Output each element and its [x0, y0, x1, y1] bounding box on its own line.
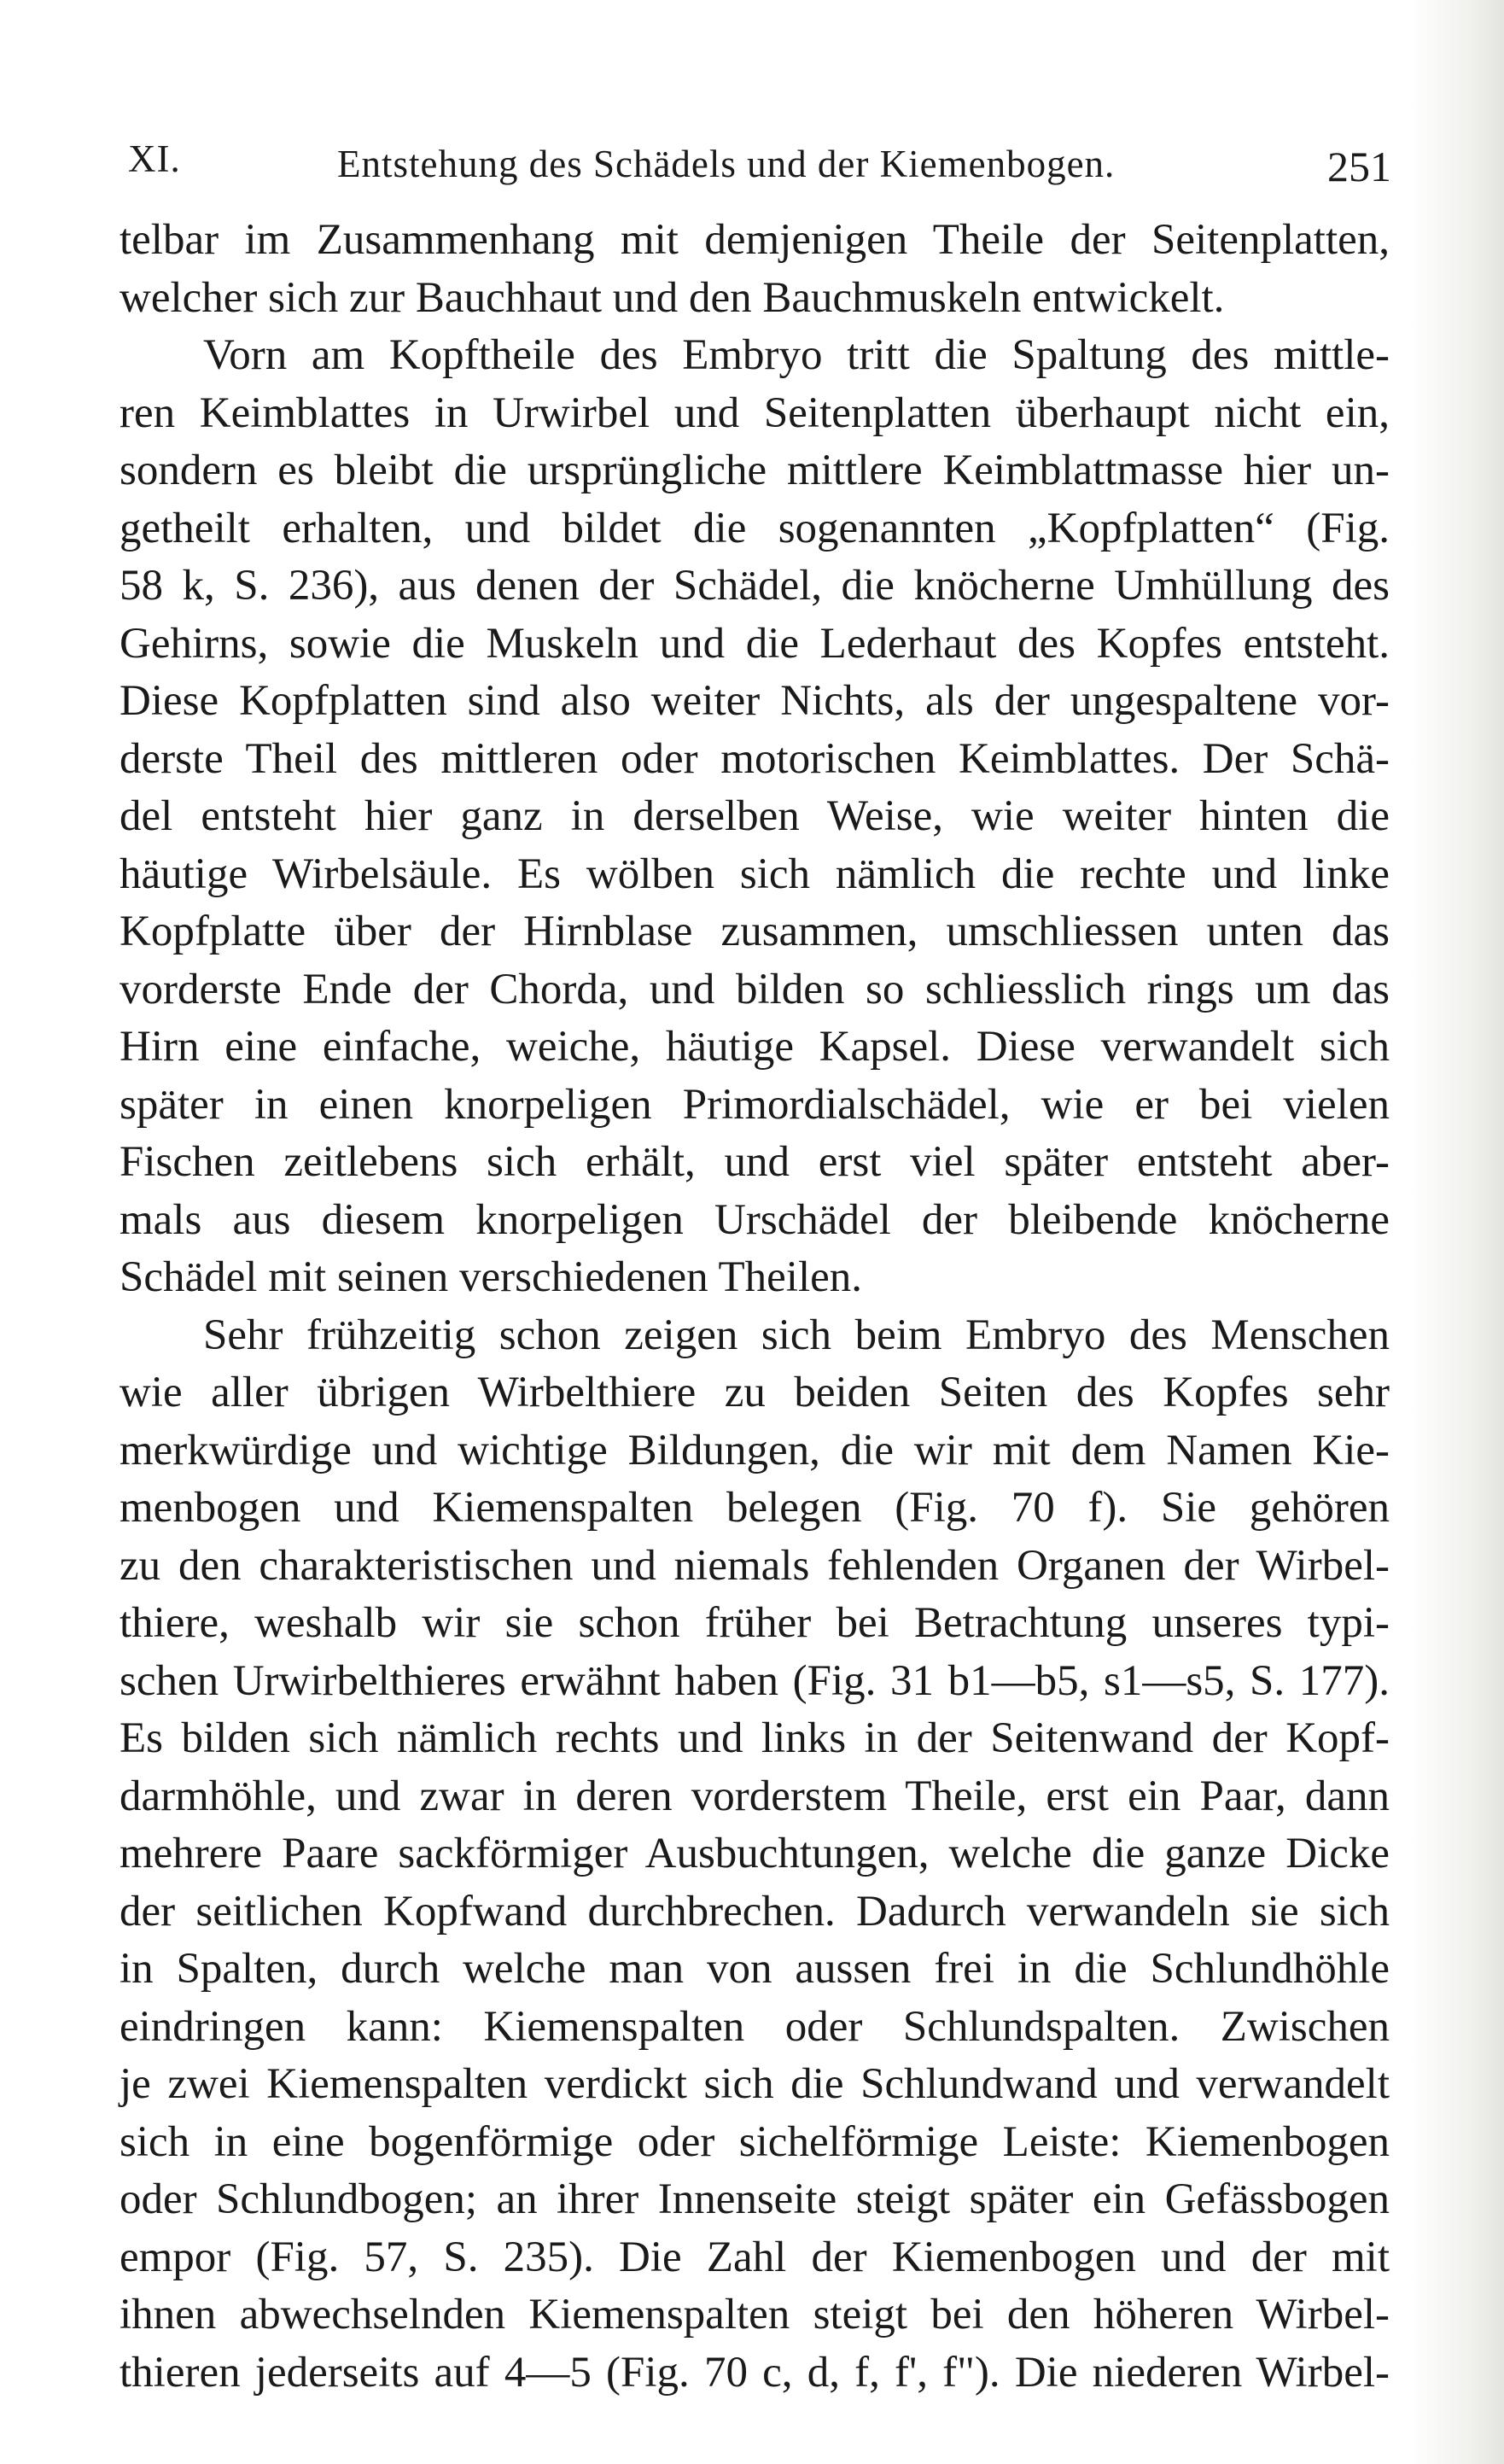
text-line: empor (Fig. 57, S. 235). Die Zahl der Kiemenbogen und der mit: [120, 2233, 1390, 2281]
text-line: vorderste Ende der Chorda, und bilden so schliesslich rings um das: [120, 965, 1390, 1013]
text-line: Kopfplatte über der Hirnblase zusammen, umschliessen unten das: [120, 908, 1390, 955]
text-line: thiere, weshalb wir sie schon früher bei Betrachtung unseres typi-: [120, 1599, 1390, 1647]
text-line: ihnen abwechselnden Kiemenspalten steigt bei den höheren Wirbel-: [120, 2291, 1390, 2338]
text-line: Diese Kopfplatten sind also weiter Nichts, als der ungespaltene vor-: [120, 677, 1390, 725]
text-line: je zwei Kiemenspalten verdickt sich die Schlundwand und verwandelt: [120, 2060, 1390, 2108]
text-line: telbar im Zusammenhang mit demjenigen Theile der Seitenplatten,: [120, 216, 1390, 264]
text-line: Sehr frühzeitig schon zeigen sich beim Embryo des Menschen: [203, 1311, 1390, 1359]
text-line: Gehirns, sowie die Muskeln und die Lederhaut des Kopfes entsteht.: [120, 619, 1390, 668]
text-line: Es bilden sich nämlich rechts und links in der Seitenwand der Kopf-: [120, 1714, 1390, 1762]
body-text: [120, 212, 1390, 2402]
text-line: Fischen zeitlebens sich erhält, und erst viel später entsteht aber-: [120, 1138, 1390, 1186]
text-line: 58 k, S. 236), aus denen der Schädel, die knöcherne Umhüllung des: [120, 562, 1390, 610]
text-line: häutige Wirbelsäule. Es wölben sich nämlich die rechte und linke: [120, 850, 1390, 898]
text-line: eindringen kann: Kiemenspalten oder Schlundspalten. Zwischen: [120, 2002, 1390, 2051]
chapter-number: XI.: [128, 137, 181, 180]
text-line: darmhöhle, und zwar in deren vorderstem Theile, erst ein Paar, dann: [120, 1772, 1390, 1820]
text-line: mals aus diesem knorpeligen Urschädel der bleibende knöcherne: [120, 1195, 1390, 1244]
page-edge-shadow: [1410, 0, 1504, 2464]
text-line: merkwürdige und wichtige Bildungen, die wir mit dem Namen Kie-: [120, 1426, 1390, 1474]
text-line: ren Keimblattes in Urwirbel und Seitenplatten überhaupt nicht ein,: [120, 388, 1390, 437]
text-line: sondern es bleibt die ursprüngliche mittlere Keimblattmasse hier un-: [120, 447, 1390, 494]
text-line: thieren jederseits auf 4—5 (Fig. 70 c, d, f, f', f"). Die niederen Wirbel-: [120, 2348, 1390, 2397]
text-line: sich in eine bogenförmige oder sichelförmige Leiste: Kiemenbogen: [120, 2117, 1390, 2166]
text-line: der seitlichen Kopfwand durchbrechen. Dadurch verwandeln sie sich: [120, 1887, 1390, 1936]
text-line: später in einen knorpeligen Primordialschädel, wie er bei vielen: [120, 1080, 1390, 1129]
text-line: menbogen und Kiemenspalten belegen (Fig. 70 f). Sie gehören: [120, 1484, 1390, 1532]
text-line: schen Urwirbelthieres erwähnt haben (Fig. 31 b1—b5, s1—s5, S. 177).: [120, 1656, 1390, 1705]
running-title: Entstehung des Schädels und der Kiemenbogen.: [337, 143, 1116, 185]
text-line: wie aller übrigen Wirbelthiere zu beiden Seiten des Kopfes sehr: [120, 1369, 1390, 1416]
text-line: zu den charakteristischen und niemals fehlenden Organen der Wirbel-: [120, 1541, 1390, 1590]
page-number: 251: [1327, 143, 1391, 190]
text-line: welcher sich zur Bauchhaut und den Bauchmuskeln entwickelt.: [120, 273, 1225, 322]
text-line: getheilt erhalten, und bildet die sogenannten „Kopfplatten“ (Fig.: [120, 504, 1390, 552]
running-header: [128, 137, 1391, 196]
text-line: Schädel mit seinen verschiedenen Theilen.: [120, 1253, 863, 1301]
text-line: Hirn eine einfache, weiche, häutige Kapsel. Diese verwandelt sich: [120, 1023, 1390, 1071]
text-line: mehrere Paare sackförmiger Ausbuchtungen, welche die ganze Dicke: [120, 1830, 1390, 1877]
text-line: del entsteht hier ganz in derselben Weise, wie weiter hinten die: [120, 792, 1390, 840]
text-line: in Spalten, durch welche man von aussen frei in die Schlundhöhle: [120, 1945, 1390, 1993]
text-line: Vorn am Kopftheile des Embryo tritt die Spaltung des mittle-: [203, 331, 1390, 379]
text-line: derste Theil des mittleren oder motorischen Keimblattes. Der Schä-: [120, 734, 1390, 783]
text-line: oder Schlundbogen; an ihrer Innenseite steigt später ein Gefässbogen: [120, 2175, 1390, 2223]
